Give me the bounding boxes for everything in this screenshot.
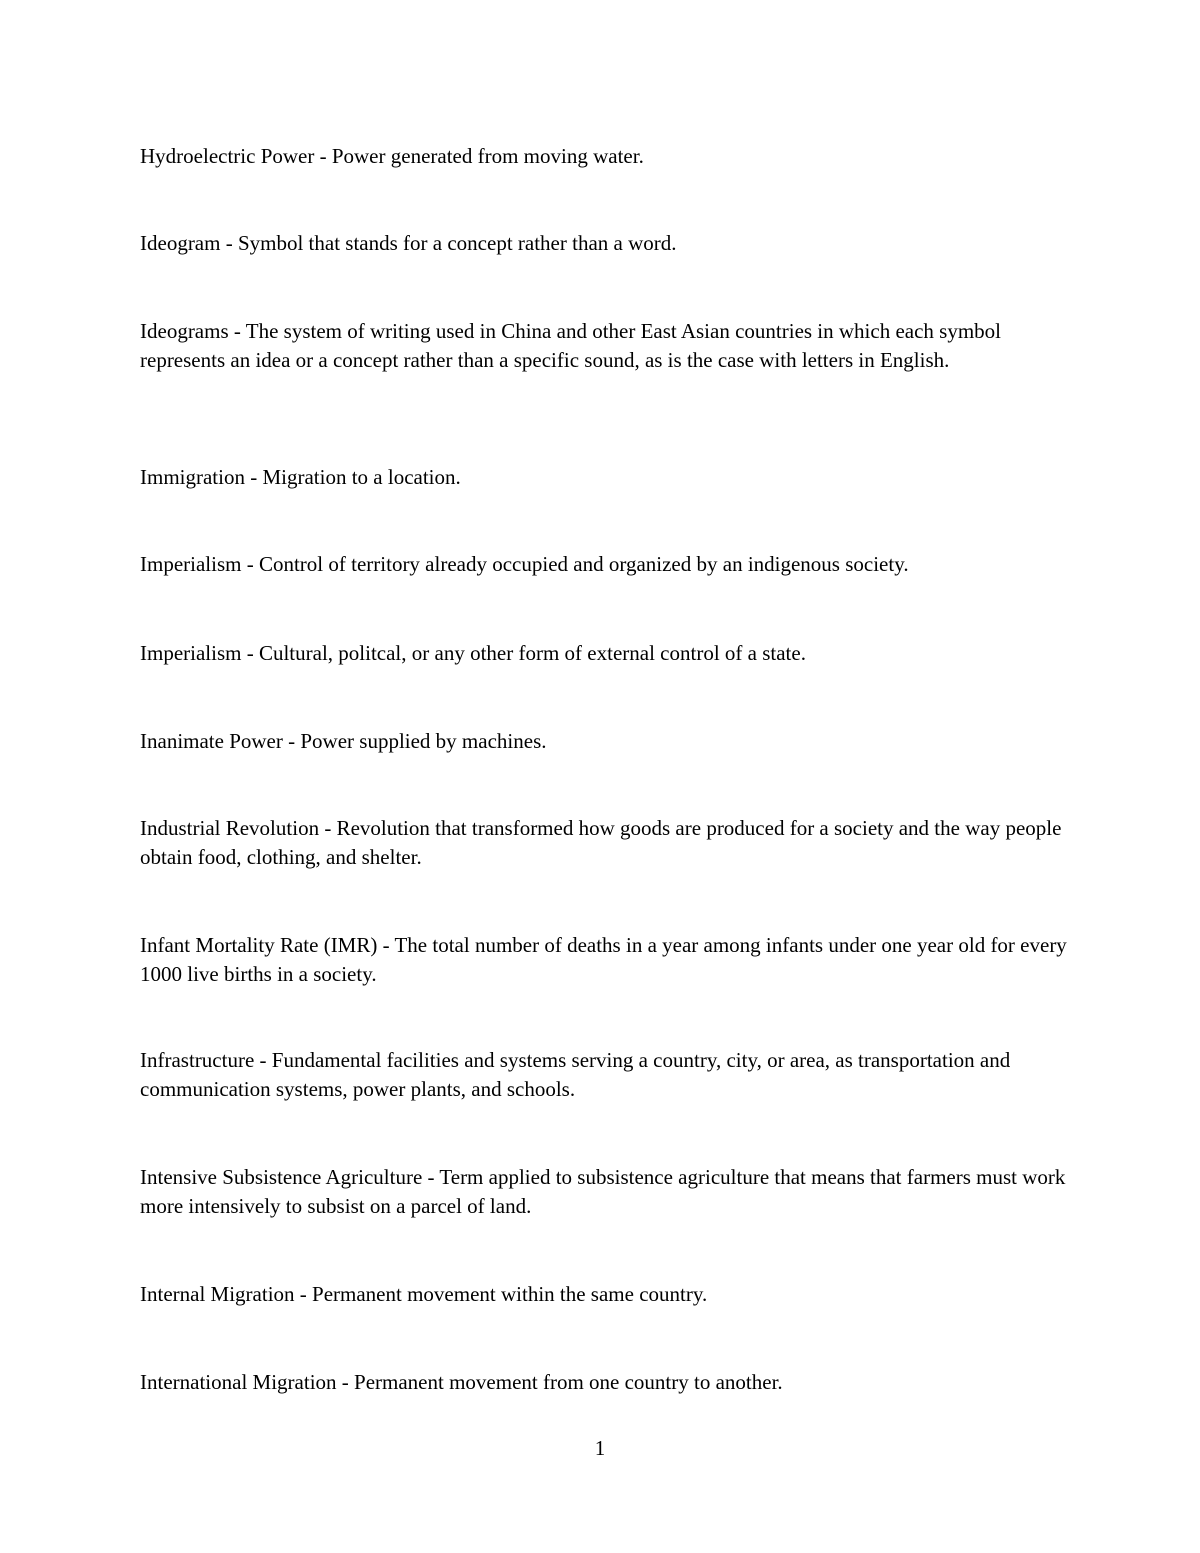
glossary-entry: Intensive Subsistence Agriculture - Term applied to subsistence agriculture that means that farmers must work more intensively to subsist on a parcel of land. (140, 1165, 1066, 1218)
glossary-entry: Ideograms - The system of writing used in China and other East Asian countries in which each symbol represents an idea or a concept rather than a specific sound, as is the case with letters in English. (140, 319, 1002, 372)
glossary-entry: Infrastructure - Fundamental facilities and systems serving a country, city, or area, as transportation and communication systems, power plants, and schools. (140, 1048, 1011, 1101)
glossary-entry: Imperialism - Control of territory already occupied and organized by an indigenous society. (140, 552, 909, 576)
glossary-entry: Industrial Revolution - Revolution that transformed how goods are produced for a society and the way people obtain food, clothing, and shelter. (140, 816, 1062, 869)
glossary-entry: Hydroelectric Power - Power generated from moving water. (140, 144, 644, 168)
glossary-entry: Infant Mortality Rate (IMR) - The total number of deaths in a year among infants under one year old for every 1000 live births in a society. (140, 933, 1067, 986)
glossary-entry: Imperialism - Cultural, politcal, or any other form of external control of a state. (140, 641, 806, 665)
glossary-entry: Inanimate Power - Power supplied by machines. (140, 729, 547, 753)
glossary-entry: Ideogram - Symbol that stands for a concept rather than a word. (140, 231, 677, 255)
glossary-entry: Internal Migration - Permanent movement within the same country. (140, 1282, 708, 1306)
glossary-entry: Immigration - Migration to a location. (140, 465, 461, 489)
glossary-entry: International Migration - Permanent movement from one country to another. (140, 1370, 783, 1394)
page-number: 1 (594, 1436, 606, 1460)
